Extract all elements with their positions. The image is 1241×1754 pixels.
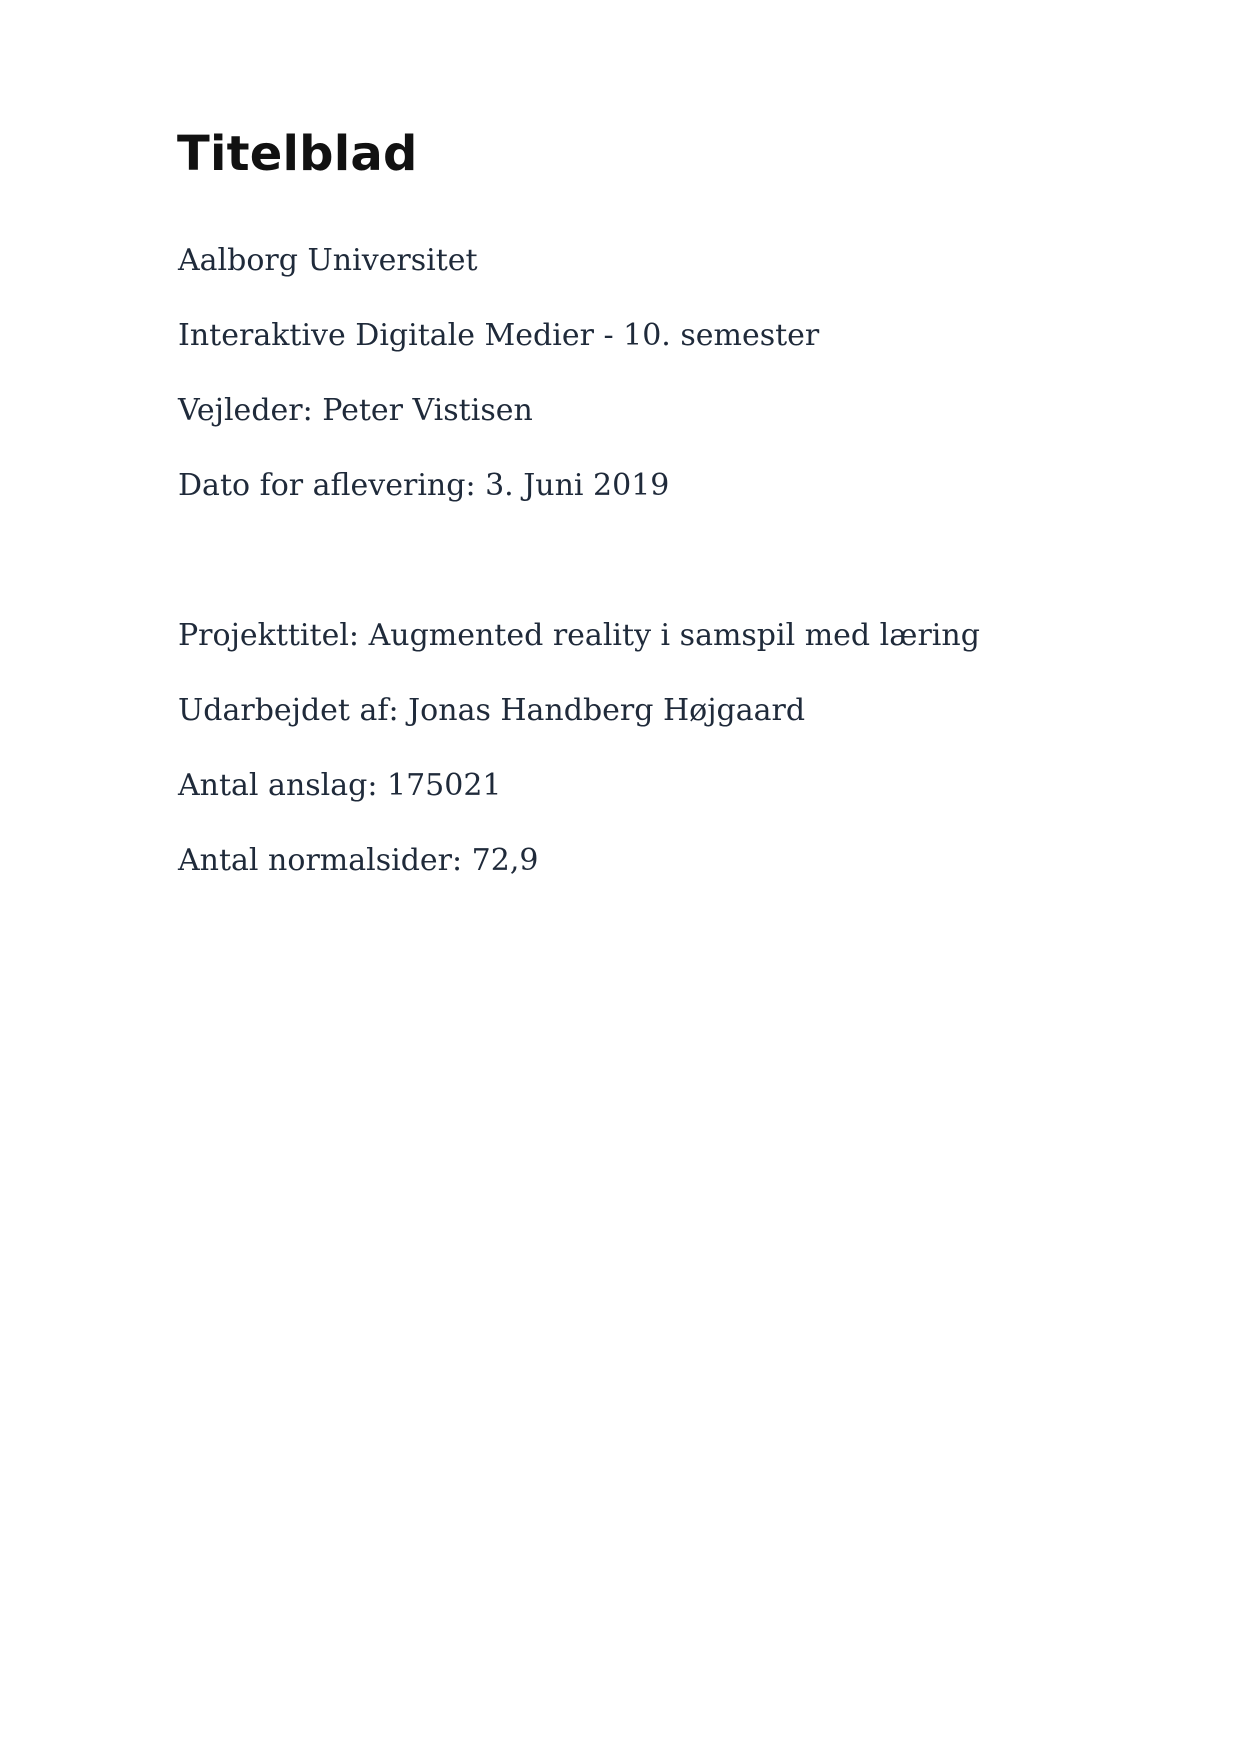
university-line: Aalborg Universitet [178,243,478,278]
character-count-line: Antal anslag: 175021 [178,768,502,803]
program-line: Interaktive Digitale Medier - 10. semester [178,318,820,353]
standard-pages-line: Antal normalsider: 72,9 [178,843,539,878]
submission-date-line: Dato for aflevering: 3. Juni 2019 [178,468,670,503]
author-line: Udarbejdet af: Jonas Handberg Højgaard [178,693,806,728]
project-title-line: Projekttitel: Augmented reality i samspil med læring [178,618,980,653]
supervisor-line: Vejleder: Peter Vistisen [178,393,533,428]
page-title: Titelblad [177,126,418,182]
